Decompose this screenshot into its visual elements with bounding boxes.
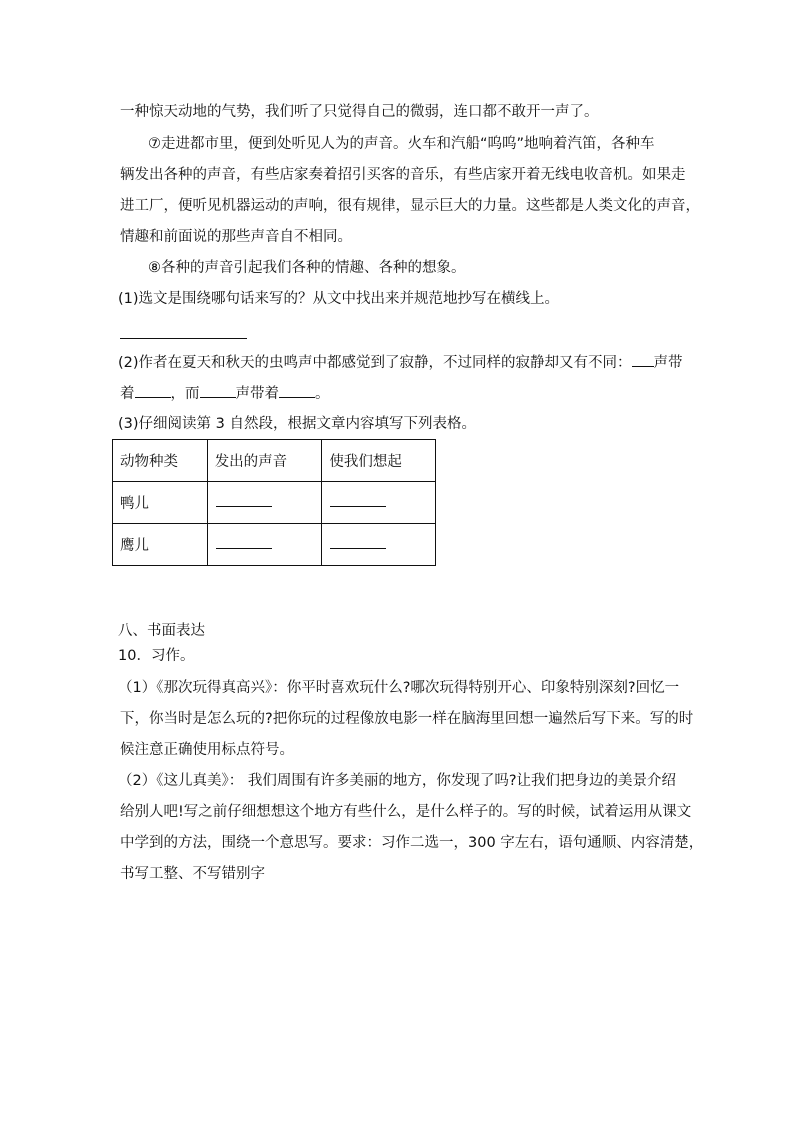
table-row: [113, 482, 436, 524]
question-1: (1)选文是围绕哪句话来写的？从文中找出来并规范地抄写在横线上。: [118, 291, 560, 307]
question-2-continued: [120, 383, 680, 404]
question-10: 10．习作。: [118, 648, 195, 664]
answer-blank[interactable]: [279, 383, 315, 398]
sound-cell: [207, 482, 322, 524]
writing-option-2: （2）《这儿真美》： 我们周围有许多美丽的地方，你发现了吗?让我们把身边的美景介绍: [118, 773, 677, 789]
question-2: [118, 352, 683, 373]
animal-sound-table: [112, 439, 436, 566]
question-2-text: (2)作者在夏天和秋天的虫鸣声中都感觉到了寂静，不过同样的寂静却又有不同：: [118, 355, 632, 371]
writing-option-1-line: 候注意正确使用标点符号。: [120, 742, 294, 758]
answer-blank[interactable]: [330, 496, 386, 507]
question-2-text: ，而: [170, 386, 200, 402]
answer-blank[interactable]: [200, 383, 236, 398]
table-header-row: [113, 440, 436, 482]
passage-line: 辆发出各种的声音，有些店家奏着招引买客的音乐，有些店家开着无线电收音机。如果走: [120, 167, 686, 183]
writing-option-2-line: 给别人吧!写之前仔细想想这个地方有些什么，是什么样子的。写的时候，试着运用从课文: [120, 804, 692, 820]
table-header-cell: 使我们想起: [322, 440, 436, 482]
question-2-text: 。: [315, 386, 330, 402]
writing-option-2-line: 书写工整、不写错别字: [120, 866, 265, 882]
answer-blank[interactable]: [330, 538, 386, 549]
animal-cell: 鹰儿: [113, 524, 208, 566]
answer-blank[interactable]: [216, 496, 272, 507]
question-2-text: 着: [120, 386, 135, 402]
table-header-cell: 发出的声音: [207, 440, 322, 482]
association-cell: [322, 482, 436, 524]
passage-line: 一种惊天动地的气势，我们听了只觉得自己的微弱，连口都不敢开一声了。: [120, 104, 599, 120]
passage-paragraph-7: ⑦走进都市里，便到处听见人为的声音。火车和汽船“呜呜”地响着汽笛，各种车: [148, 136, 655, 152]
passage-line: 情趣和前面说的那些声音自不相同。: [120, 229, 352, 245]
passage-paragraph-8: ⑧各种的声音引起我们各种的情趣、各种的想象。: [148, 260, 466, 276]
table-row: [113, 524, 436, 566]
writing-option-2-line: 中学到的方法，围绕一个意思写。要求：习作二选一，300 字左右，语句通顺、内容清楚，: [120, 835, 704, 851]
animal-cell: 鸭儿: [113, 482, 208, 524]
association-cell: [322, 524, 436, 566]
section-title: 八、书面表达: [118, 623, 205, 639]
question-2-text: 声带: [653, 355, 683, 371]
writing-option-1: （1）《那次玩得真高兴》：你平时喜欢玩什么?哪次玩得特别开心、印象特别深刻?回忆一: [118, 680, 680, 696]
answer-blank[interactable]: [135, 383, 171, 398]
writing-option-1-line: 下，你当时是怎么玩的?把你玩的过程像放电影一样在脑海里回想一遍然后写下来。写的时: [120, 711, 694, 727]
answer-blank[interactable]: [216, 538, 272, 549]
answer-blank[interactable]: [632, 352, 654, 367]
question-3: (3)仔细阅读第 3 自然段，根据文章内容填写下列表格。: [118, 416, 476, 432]
passage-line: 进工厂，便听见机器运动的声响，很有规律，显示巨大的力量。这些都是人类文化的声音，: [120, 198, 700, 214]
question-2-text: 声带着: [235, 386, 279, 402]
answer-blank-line[interactable]: [120, 338, 247, 339]
table-header-cell: 动物种类: [113, 440, 208, 482]
sound-cell: [207, 524, 322, 566]
